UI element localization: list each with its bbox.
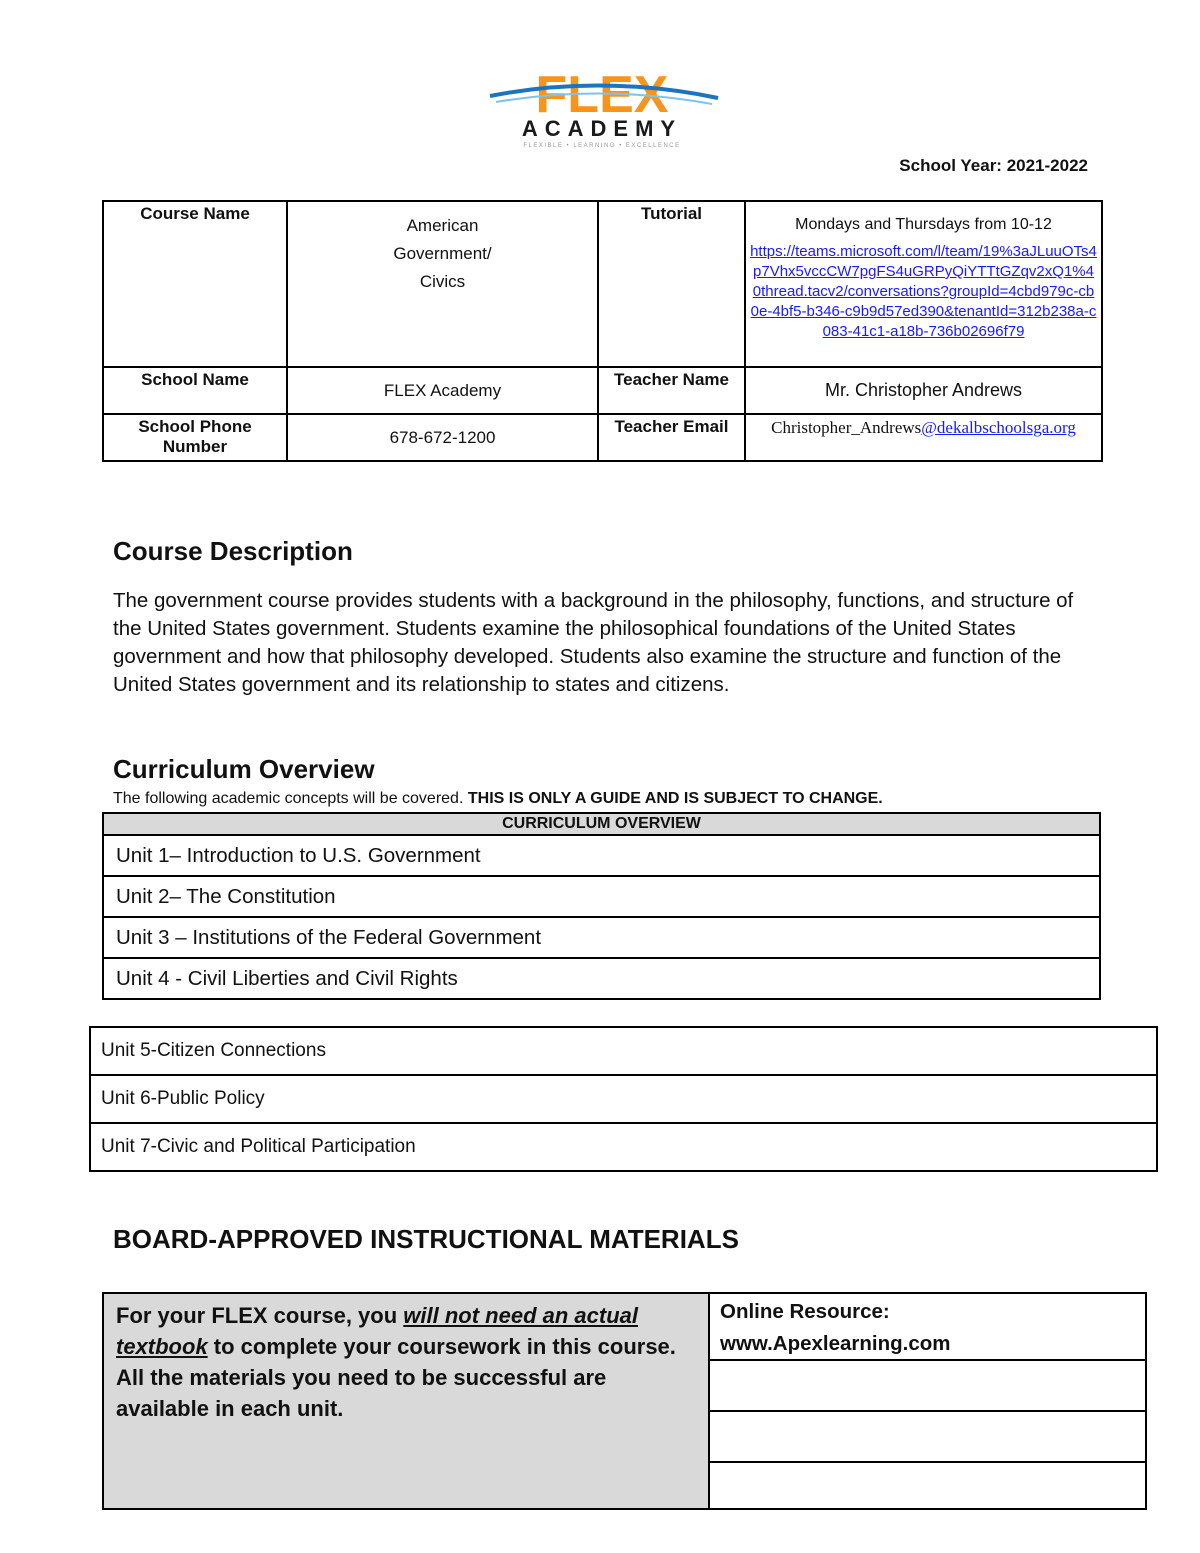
unit-row: Unit 4 - Civil Liberties and Civil Rights <box>103 958 1100 999</box>
course-info-table <box>102 200 1103 462</box>
course-name-label: Course Name <box>103 201 287 367</box>
tutorial-label: Tutorial <box>598 201 745 367</box>
teacher-email-link[interactable]: @dekalbschoolsga.org <box>921 418 1076 437</box>
curriculum-intro: The following academic concepts will be covered. THIS IS ONLY A GUIDE AND IS SUBJECT TO CHANGE. <box>113 790 883 807</box>
online-resource-label: Online Resource: <box>720 1300 890 1323</box>
tutorial-cell <box>745 201 1102 367</box>
tutorial-link[interactable]: https://teams.microsoft.com/l/team/19%3aJLuuOTs4p7Vhx5vccCW7pgFS4uGRPyQiYTTtGZqv2xQ1%40thread.tacv2/conversations?groupId=4cbd979c-cb0e-4bf5-b346-c9b9d57ed390&tenantId=312b238a-c083-41c1-a18b-736b02696f79 <box>750 243 1097 340</box>
school-phone-value: 678-672-1200 <box>287 414 598 461</box>
teacher-name-value: Mr. Christopher Andrews <box>745 367 1102 414</box>
tutorial-time: Mondays and Thursdays from 10-12 <box>795 216 1052 233</box>
unit-row: Unit 2– The Constitution <box>103 876 1100 917</box>
empty-resource-cell <box>710 1361 1145 1412</box>
curriculum-overview-title: Curriculum Overview <box>113 754 375 784</box>
curriculum-table-header: CURRICULUM OVERVIEW <box>103 813 1100 835</box>
materials-title: BOARD-APPROVED INSTRUCTIONAL MATERIALS <box>113 1224 739 1254</box>
unit-row: Unit 1– Introduction to U.S. Government <box>103 835 1100 876</box>
online-resource-url[interactable]: www.Apexlearning.com <box>720 1332 951 1355</box>
school-name-label: School Name <box>103 367 287 414</box>
unit-row: Unit 3 – Institutions of the Federal Government <box>103 917 1100 958</box>
logo-word: FLEX <box>535 66 669 124</box>
empty-resource-cell <box>710 1463 1145 1508</box>
unit-row: Unit 5-Citizen Connections <box>90 1027 1157 1075</box>
course-description-text: The government course provides students with a background in the philosophy, functions, and structure of the United States government. Students examine the philosophical foundations of the United States government and how that philosophy developed. Students also examine the structure and function of the United States government and its relationship to states and citizens. <box>113 589 1074 696</box>
materials-note: For your FLEX course, you will not need an actual textbook to complete your coursework in this course. All the materials you need to be successful are available in each unit. <box>104 1294 710 1508</box>
teacher-email-value <box>745 414 1102 461</box>
teacher-email-user: Christopher_Andrews <box>771 418 922 437</box>
empty-resource-cell <box>710 1412 1145 1463</box>
curriculum-table-continued <box>89 1026 1158 1172</box>
unit-row: Unit 6-Public Policy <box>90 1075 1157 1123</box>
online-resource-cell <box>710 1294 1145 1361</box>
school-year: School Year: 2021-2022 <box>899 156 1088 175</box>
flex-academy-logo <box>482 66 722 152</box>
teacher-name-label: Teacher Name <box>598 367 745 414</box>
school-name-value: FLEX Academy <box>287 367 598 414</box>
teacher-email-label: Teacher Email <box>598 414 745 461</box>
logo-sub: ACADEMY <box>521 116 683 141</box>
unit-row: Unit 7-Civic and Political Participation <box>90 1123 1157 1171</box>
course-description-title: Course Description <box>113 536 353 566</box>
materials-resources <box>710 1294 1145 1508</box>
school-phone-label: School Phone Number <box>103 414 287 461</box>
logo-tagline: FLEXIBLE • LEARNING • EXCELLENCE <box>523 143 681 149</box>
course-name-value: American Government/ Civics <box>287 201 598 367</box>
materials-box <box>102 1292 1147 1510</box>
curriculum-table <box>102 812 1101 1000</box>
